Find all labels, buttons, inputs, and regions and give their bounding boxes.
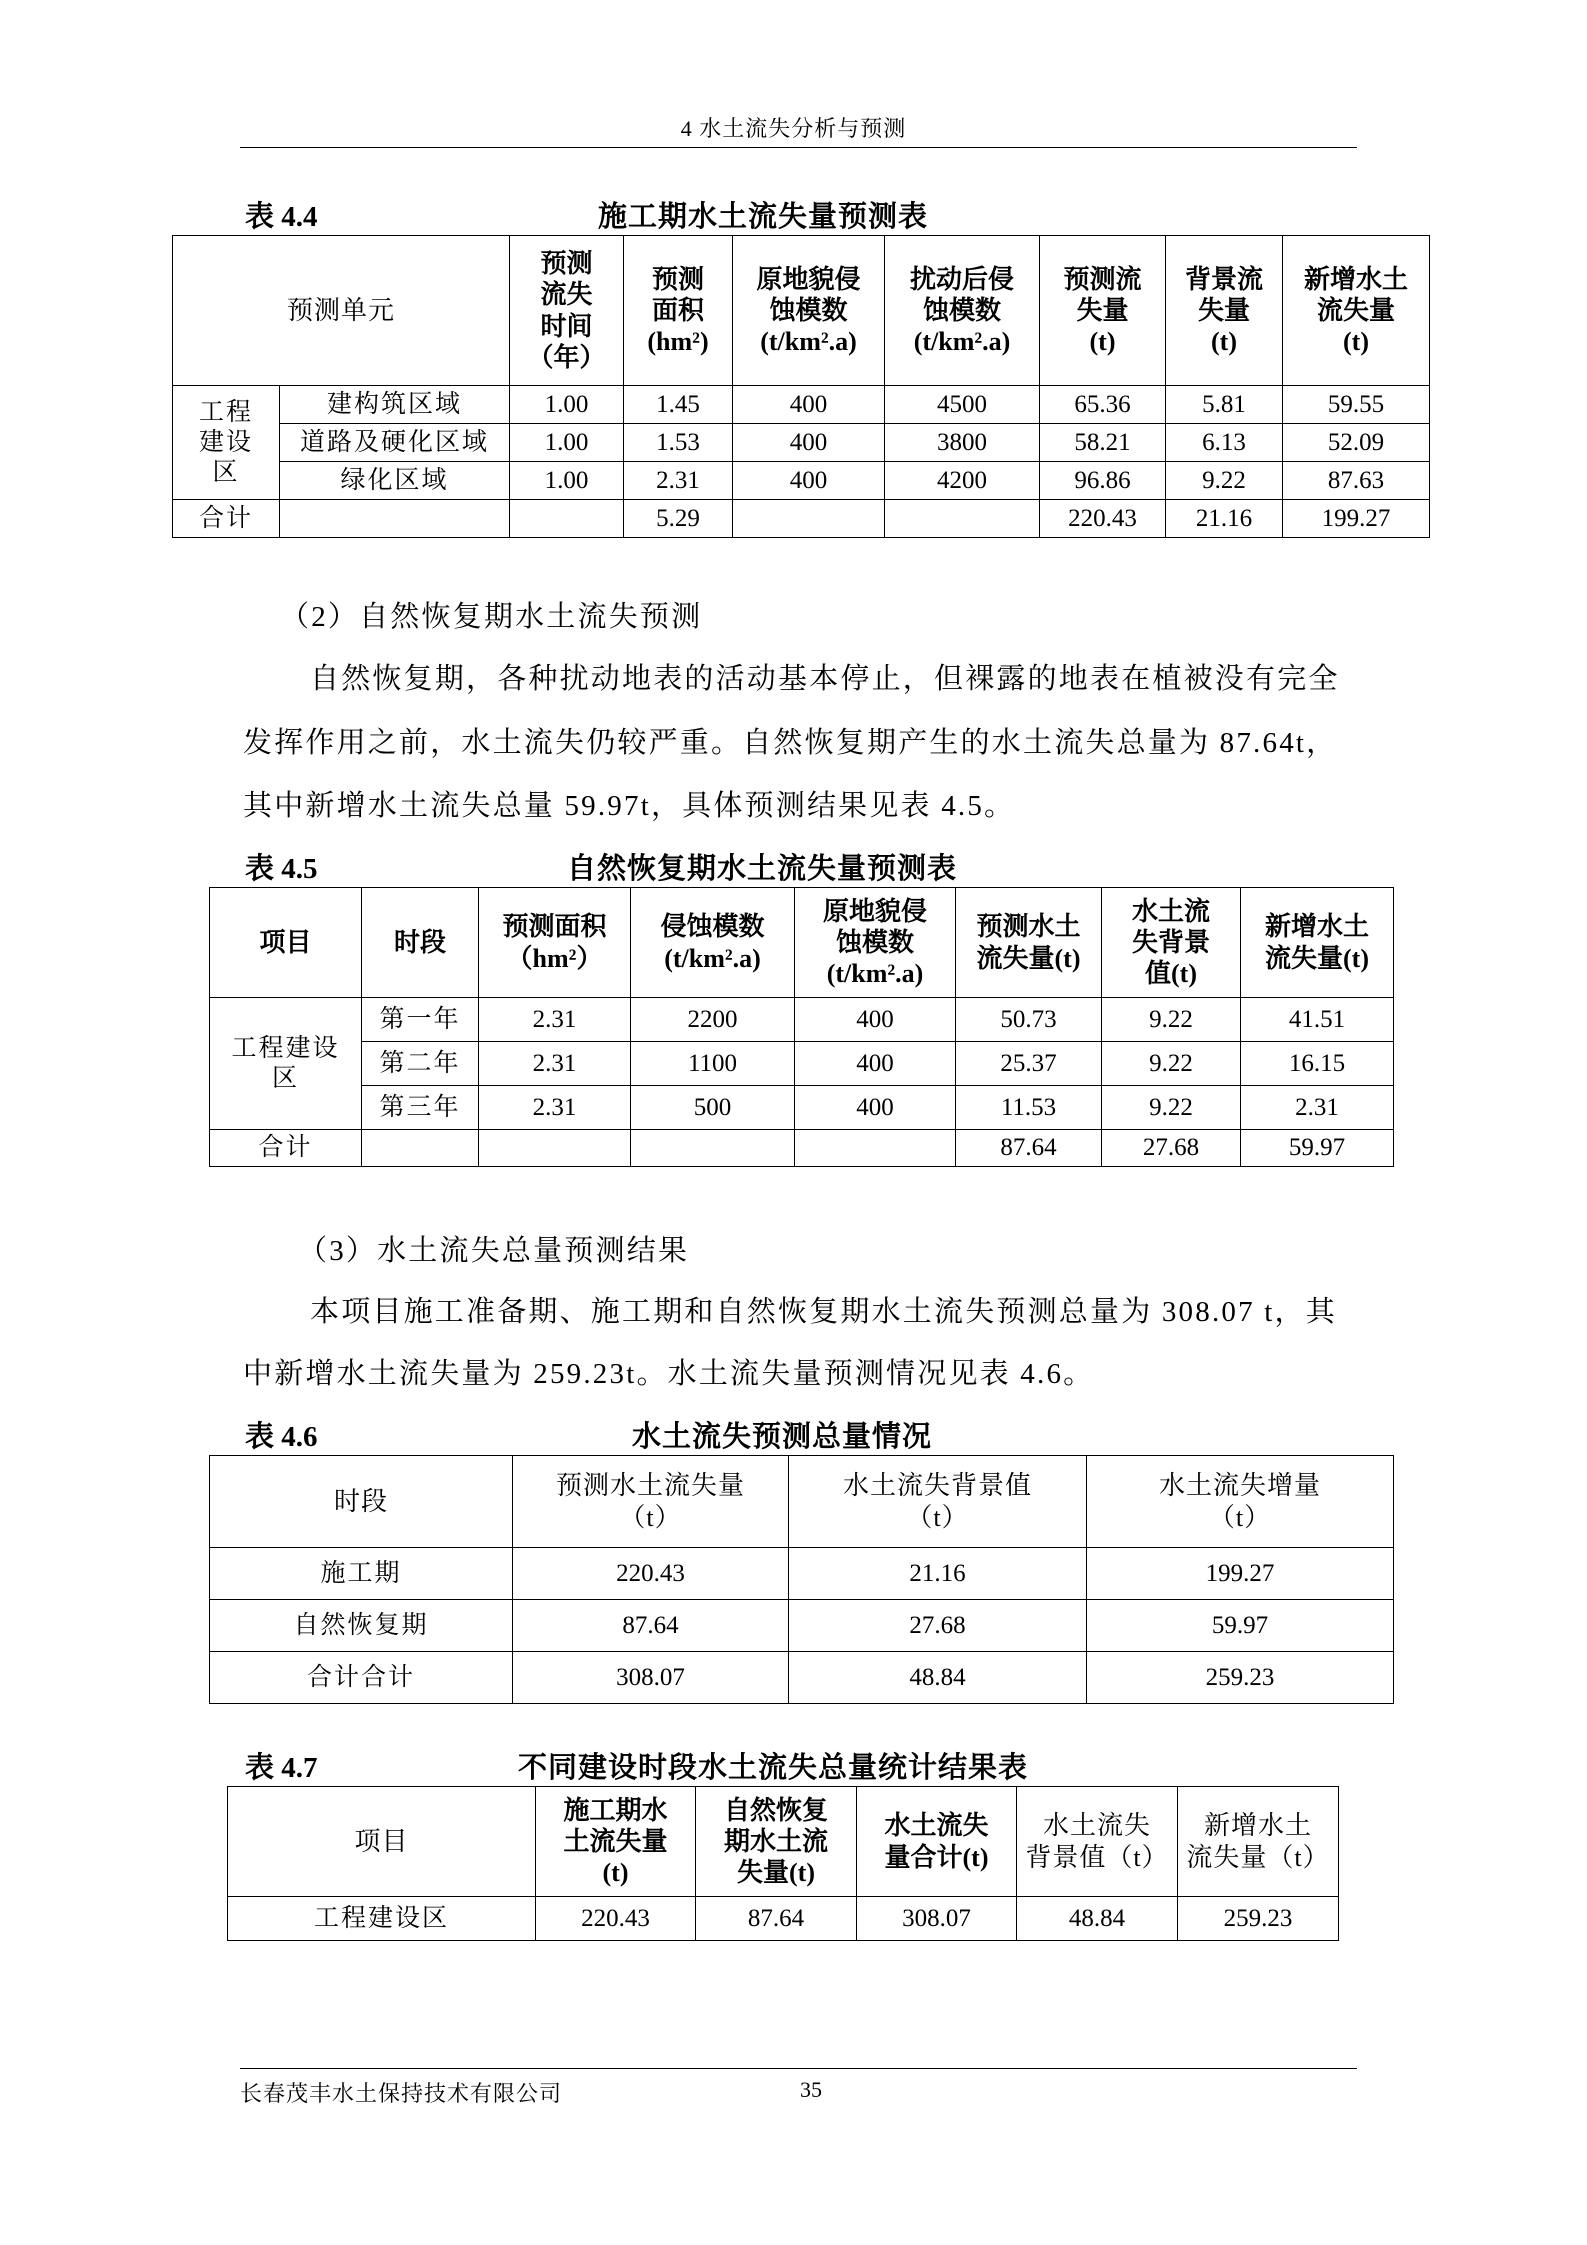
- table45-header-background: 水土流 失背景 值(t): [1102, 888, 1241, 998]
- table46-cell: 48.84: [789, 1652, 1087, 1704]
- table45-cell: 500: [631, 1086, 795, 1130]
- table46-cell: 59.97: [1087, 1600, 1394, 1652]
- table44-group-cell: 工程 建设 区: [173, 386, 280, 500]
- table45-header-predicted: 预测水土 流失量(t): [956, 888, 1102, 998]
- table44-cell: 1.53: [624, 424, 733, 462]
- table47-cell: 87.64: [696, 1897, 857, 1941]
- header-rule: [240, 147, 1357, 148]
- table-row: [210, 1600, 1394, 1652]
- table44-header-predicted: 预测流 失量 (t): [1040, 236, 1166, 386]
- table46-cell: 87.64: [513, 1600, 789, 1652]
- table45-cell: [795, 1130, 956, 1167]
- table44-cell: 9.22: [1166, 462, 1283, 500]
- table-row: [210, 1652, 1394, 1704]
- table44-cell: 400: [733, 424, 885, 462]
- table45-cell: 87.64: [956, 1130, 1102, 1167]
- table47-cell: 308.07: [857, 1897, 1017, 1941]
- table44-caption-title: 施工期水土流失量预测表: [598, 201, 929, 233]
- table44-caption-number: 表 4.4: [245, 201, 318, 233]
- table44-cell: 400: [733, 386, 885, 424]
- table45-cell: [631, 1130, 795, 1167]
- running-header: 4 水土流失分析与预测: [680, 116, 907, 141]
- table45-cell: 第二年: [362, 1042, 479, 1086]
- table44-cell: 220.43: [1040, 500, 1166, 538]
- table45-header-area: 预测面积 （hm²）: [479, 888, 631, 998]
- table44-cell: [885, 500, 1040, 538]
- table47-header-construction: 施工期水 土流失量 (t): [536, 1787, 696, 1897]
- section3-heading: （3）水土流失总量预测结果: [298, 1235, 690, 1267]
- table45-cell: 1100: [631, 1042, 795, 1086]
- table45-cell: 25.37: [956, 1042, 1102, 1086]
- table45-cell: 2200: [631, 998, 795, 1042]
- footer-page-number: 35: [800, 2077, 822, 2102]
- table45-cell: 59.97: [1241, 1130, 1394, 1167]
- table44-header-time: 预测 流失 时间 （年）: [510, 236, 624, 386]
- footer-rule: [240, 2068, 1357, 2069]
- table47: [227, 1786, 1339, 1941]
- table44-cell: 59.55: [1283, 386, 1430, 424]
- table-row: [228, 1897, 1339, 1941]
- table46-header-predicted: 预测水土流失量 （t）: [513, 1456, 789, 1548]
- table45-header-modulus: 侵蚀模数 (t/km².a): [631, 888, 795, 998]
- table44-cell: 5.29: [624, 500, 733, 538]
- table46-cell: 308.07: [513, 1652, 789, 1704]
- table44-cell: 1.45: [624, 386, 733, 424]
- table45-cell: 400: [795, 1086, 956, 1130]
- table45-cell: 27.68: [1102, 1130, 1241, 1167]
- table46-cell: 199.27: [1087, 1548, 1394, 1600]
- table46-cell: 259.23: [1087, 1652, 1394, 1704]
- table47-header-recovery: 自然恢复 期水土流 失量(t): [696, 1787, 857, 1897]
- table47-cell: 259.23: [1178, 1897, 1339, 1941]
- table44-cell: 2.31: [624, 462, 733, 500]
- table46-caption-number: 表 4.6: [245, 1421, 318, 1453]
- table44-header-dist-modulus: 扰动后侵 蚀模数 (t/km².a): [885, 236, 1040, 386]
- table44-cell: 3800: [885, 424, 1040, 462]
- table47-cell: 48.84: [1017, 1897, 1178, 1941]
- table46-cell: 自然恢复期: [210, 1600, 513, 1652]
- table44-cell: 1.00: [510, 424, 624, 462]
- table46-header-background: 水土流失背景值 （t）: [789, 1456, 1087, 1548]
- table47-caption-title: 不同建设时段水土流失总量统计结果表: [518, 1752, 1029, 1784]
- section3-line-2: 中新增水土流失量为 259.23t。水土流失量预测情况见表 4.6。: [243, 1358, 1095, 1390]
- table-row: [173, 462, 1430, 500]
- table47-header-new: 新增水土 流失量（t）: [1178, 1787, 1339, 1897]
- table44-cell: 4200: [885, 462, 1040, 500]
- table45-header-item: 项目: [210, 888, 362, 998]
- section2-line-2: 发挥作用之前，水土流失仍较严重。自然恢复期产生的水土流失总量为 87.64t，: [243, 727, 1338, 759]
- table47-cell: 工程建设区: [228, 1897, 536, 1941]
- table46-cell: 21.16: [789, 1548, 1087, 1600]
- table44-cell: 建构筑区域: [280, 386, 510, 424]
- table44-total-row: [173, 500, 1430, 538]
- table44-cell: [510, 500, 624, 538]
- table44-cell: 1.00: [510, 462, 624, 500]
- table45-cell: 2.31: [1241, 1086, 1394, 1130]
- table47-header-item: 项目: [228, 1787, 536, 1897]
- table44-cell: [280, 500, 510, 538]
- table47-cell: 220.43: [536, 1897, 696, 1941]
- table44-cell: 58.21: [1040, 424, 1166, 462]
- table46-cell: 合计合计: [210, 1652, 513, 1704]
- table45-header-orig-modulus: 原地貌侵 蚀模数 (t/km².a): [795, 888, 956, 998]
- table44-cell: 65.36: [1040, 386, 1166, 424]
- table44-cell: 道路及硬化区域: [280, 424, 510, 462]
- table45-cell: [362, 1130, 479, 1167]
- table44-header-area: 预测 面积 (hm²): [624, 236, 733, 386]
- table45-total-label: 合计: [210, 1130, 362, 1167]
- table45-total-row: [210, 1130, 1394, 1167]
- table46-cell: 27.68: [789, 1600, 1087, 1652]
- table45-cell: 41.51: [1241, 998, 1394, 1042]
- table45-group-cell: 工程建设 区: [210, 998, 362, 1130]
- table45-cell: 11.53: [956, 1086, 1102, 1130]
- table47-header-background: 水土流失 背景值（t）: [1017, 1787, 1178, 1897]
- table44-header-new: 新增水土 流失量 (t): [1283, 236, 1430, 386]
- table45-caption-title: 自然恢复期水土流失量预测表: [567, 853, 958, 885]
- table-row: [173, 424, 1430, 462]
- table44: [172, 235, 1430, 538]
- table-row: [173, 386, 1430, 424]
- footer-company: 长春茂丰水土保持技术有限公司: [240, 2081, 563, 2106]
- table44-header-orig-modulus: 原地貌侵 蚀模数 (t/km².a): [733, 236, 885, 386]
- table46-cell: 220.43: [513, 1548, 789, 1600]
- table44-cell: 21.16: [1166, 500, 1283, 538]
- table46-header-period: 时段: [210, 1456, 513, 1548]
- section2-line-3: 其中新增水土流失总量 59.97t，具体预测结果见表 4.5。: [243, 790, 1016, 822]
- table44-cell: [733, 500, 885, 538]
- table45-cell: 9.22: [1102, 1042, 1241, 1086]
- table44-cell: 5.81: [1166, 386, 1283, 424]
- table45-cell: 9.22: [1102, 998, 1241, 1042]
- table45-cell: 50.73: [956, 998, 1102, 1042]
- table45-header-period: 时段: [362, 888, 479, 998]
- table44-cell: 400: [733, 462, 885, 500]
- table-row: [210, 1086, 1394, 1130]
- table-row: [210, 1042, 1394, 1086]
- table45-cell: 400: [795, 1042, 956, 1086]
- table44-total-label: 合计: [173, 500, 280, 538]
- table45-cell: [479, 1130, 631, 1167]
- table47-header-total: 水土流失 量合计(t): [857, 1787, 1017, 1897]
- section2-line-1: 自然恢复期，各种扰动地表的活动基本停止，但裸露的地表在植被没有完全: [310, 663, 1340, 695]
- table44-cell: 199.27: [1283, 500, 1430, 538]
- section3-line-1: 本项目施工准备期、施工期和自然恢复期水土流失预测总量为 308.07 t，其: [310, 1296, 1337, 1328]
- table44-header-background: 背景流 失量 (t): [1166, 236, 1283, 386]
- table45-header-new: 新增水土 流失量(t): [1241, 888, 1394, 998]
- table45-cell: 400: [795, 998, 956, 1042]
- table45-cell: 9.22: [1102, 1086, 1241, 1130]
- table45-cell: 2.31: [479, 998, 631, 1042]
- table45-cell: 第一年: [362, 998, 479, 1042]
- table46-header-increment: 水土流失增量 （t）: [1087, 1456, 1394, 1548]
- table45-cell: 2.31: [479, 1042, 631, 1086]
- table46: [209, 1455, 1394, 1704]
- table45-cell: 2.31: [479, 1086, 631, 1130]
- table44-cell: 1.00: [510, 386, 624, 424]
- table46-cell: 施工期: [210, 1548, 513, 1600]
- section2-heading: （2）自然恢复期水土流失预测: [280, 601, 703, 633]
- table45: [209, 887, 1394, 1167]
- table45-cell: 16.15: [1241, 1042, 1394, 1086]
- table44-cell: 6.13: [1166, 424, 1283, 462]
- table-row: [210, 1548, 1394, 1600]
- table45-caption-number: 表 4.5: [245, 853, 318, 885]
- table44-cell: 绿化区域: [280, 462, 510, 500]
- table44-cell: 87.63: [1283, 462, 1430, 500]
- table44-cell: 96.86: [1040, 462, 1166, 500]
- table-row: [210, 998, 1394, 1042]
- table46-caption-title: 水土流失预测总量情况: [632, 1421, 933, 1453]
- table44-header-unit: 预测单元: [173, 236, 510, 386]
- table44-cell: 4500: [885, 386, 1040, 424]
- table44-cell: 52.09: [1283, 424, 1430, 462]
- table45-cell: 第三年: [362, 1086, 479, 1130]
- table47-caption-number: 表 4.7: [245, 1752, 318, 1784]
